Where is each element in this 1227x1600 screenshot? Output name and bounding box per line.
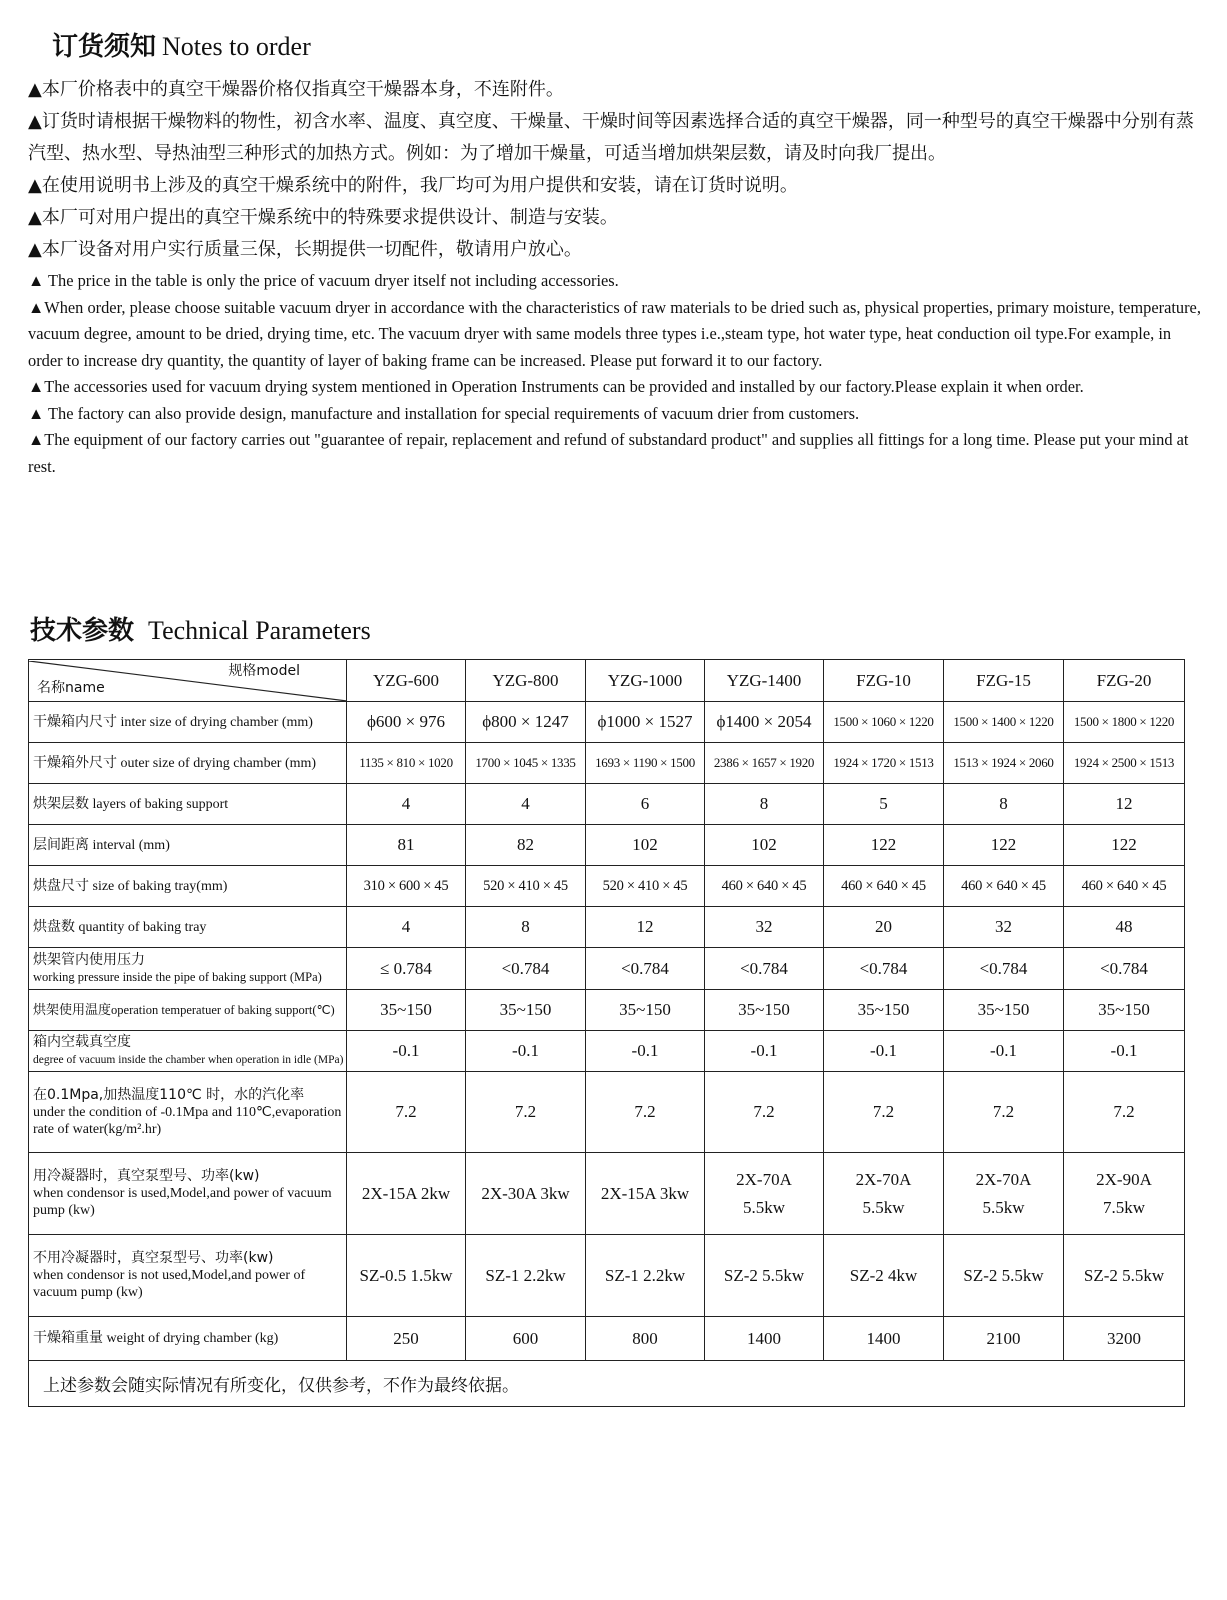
table-cell: 35~150 — [944, 990, 1064, 1031]
en-note-item: ▲ The factory can also provide design, manufacture and installation for special requirements of vacuum drier from customers. — [28, 403, 860, 423]
table-cell: -0.1 — [347, 1031, 466, 1072]
table-cell: 35~150 — [466, 990, 586, 1031]
row-label: 在0.1Mpa,加热温度110℃ 时，水的汽化率 under the condition of -0.1Mpa and 110℃,evaporation rate of water(kg/m².hr) — [29, 1072, 347, 1153]
model-header: FZG-15 — [944, 660, 1064, 702]
cn-note-item: ▲在使用说明书上涉及的真空干燥系统中的附件，我厂均可为用户提供和安装，请在订货时说明。 — [28, 175, 798, 196]
table-cell: ϕ800 × 1247 — [466, 702, 586, 743]
notes-heading — [52, 26, 311, 63]
table-cell: 2X-15A 2kw — [347, 1153, 466, 1235]
table-cell: 122 — [824, 825, 944, 866]
table-cell: 2100 — [944, 1317, 1064, 1361]
tech-heading-cn: 技术参数 — [30, 616, 135, 646]
table-footer-row — [29, 1361, 1185, 1407]
table-cell: 35~150 — [1064, 990, 1185, 1031]
model-header: FZG-10 — [824, 660, 944, 702]
header-diagonal-cell — [29, 660, 347, 702]
table-cell: 460 × 640 × 45 — [824, 866, 944, 907]
table-cell: 2X-70A 5.5kw — [824, 1153, 944, 1235]
en-note-item: ▲ The price in the table is only the price of vacuum dryer itself not including accessories. — [28, 271, 619, 290]
table-cell: 81 — [347, 825, 466, 866]
cn-note-item: ▲本厂可对用户提出的真空干燥系统中的特殊要求提供设计、制造与安装。 — [28, 207, 618, 228]
table-cell: 4 — [466, 784, 586, 825]
table-cell: 8 — [944, 784, 1064, 825]
table-cell: SZ-2 5.5kw — [944, 1235, 1064, 1317]
table-cell: SZ-1 2.2kw — [586, 1235, 705, 1317]
table-cell: 2X-15A 3kw — [586, 1153, 705, 1235]
table-cell: 5 — [824, 784, 944, 825]
row-label: 干燥箱外尺寸 outer size of drying chamber (mm) — [29, 743, 347, 784]
table-cell: ϕ1000 × 1527 — [586, 702, 705, 743]
table-cell: 48 — [1064, 907, 1185, 948]
cn-note-item: ▲订货时请根据干燥物料的物性，初含水率、温度、真空度、干燥量、干燥时间等因素选择合适的真空干燥器，同一种型号的真空干燥器中分别有蒸汽型、热水型、导热油型三种形式的加热方式。例如：为了增加干燥量，可适当增加烘架层数，请及时向我厂提出。 — [28, 111, 1194, 164]
row-label: 干燥箱内尺寸 inter size of drying chamber (mm) — [29, 702, 347, 743]
parameters-table — [28, 659, 1185, 1407]
table-cell: 1135 × 810 × 1020 — [347, 743, 466, 784]
model-header: YZG-1400 — [705, 660, 824, 702]
en-note-item: ▲The equipment of our factory carries out "guarantee of repair, replacement and refund of substandard product" and supplies all fittings for a long time. Please put your mind at rest. — [28, 430, 1189, 476]
table-cell: 35~150 — [824, 990, 944, 1031]
table-cell: 7.2 — [824, 1072, 944, 1153]
row-label: 不用冷凝器时，真空泵型号、功率(kw) when condensor is not used,Model,and power of vacuum pump (kw) — [29, 1235, 347, 1317]
model-header: YZG-1000 — [586, 660, 705, 702]
table-cell: 8 — [466, 907, 586, 948]
notes-section — [28, 74, 1204, 480]
table-cell: 2X-70A 5.5kw — [944, 1153, 1064, 1235]
table-cell: 7.2 — [586, 1072, 705, 1153]
table-cell: 7.2 — [347, 1072, 466, 1153]
table-cell: -0.1 — [1064, 1031, 1185, 1072]
table-cell: 4 — [347, 784, 466, 825]
table-row — [29, 784, 1185, 825]
table-cell: -0.1 — [944, 1031, 1064, 1072]
table-row — [29, 1235, 1185, 1317]
table-cell: SZ-2 4kw — [824, 1235, 944, 1317]
table-cell: 12 — [586, 907, 705, 948]
row-label: 烘架层数 layers of baking support — [29, 784, 347, 825]
table-cell: 82 — [466, 825, 586, 866]
table-cell: 8 — [705, 784, 824, 825]
table-cell: 1700 × 1045 × 1335 — [466, 743, 586, 784]
table-cell: 1693 × 1190 × 1500 — [586, 743, 705, 784]
table-cell: <0.784 — [586, 948, 705, 990]
table-cell: -0.1 — [705, 1031, 824, 1072]
table-cell: 520 × 410 × 45 — [586, 866, 705, 907]
table-header-row — [29, 660, 1185, 702]
table-cell: 520 × 410 × 45 — [466, 866, 586, 907]
row-label: 烘盘尺寸 size of baking tray(mm) — [29, 866, 347, 907]
table-cell: 1924 × 1720 × 1513 — [824, 743, 944, 784]
table-cell: ≤ 0.784 — [347, 948, 466, 990]
table-cell: 32 — [705, 907, 824, 948]
table-cell: 2X-90A 7.5kw — [1064, 1153, 1185, 1235]
table-cell: 460 × 640 × 45 — [944, 866, 1064, 907]
table-cell: 6 — [586, 784, 705, 825]
table-cell: 35~150 — [347, 990, 466, 1031]
model-header: YZG-800 — [466, 660, 586, 702]
footer-note: 上述参数会随实际情况有所变化，仅供参考，不作为最终依据。 — [29, 1361, 1185, 1407]
table-cell: ϕ600 × 976 — [347, 702, 466, 743]
table-cell: SZ-2 5.5kw — [1064, 1235, 1185, 1317]
table-cell: 7.2 — [466, 1072, 586, 1153]
table-cell: <0.784 — [824, 948, 944, 990]
model-header: YZG-600 — [347, 660, 466, 702]
table-cell: <0.784 — [705, 948, 824, 990]
table-row — [29, 825, 1185, 866]
table-cell: 35~150 — [586, 990, 705, 1031]
table-cell: <0.784 — [1064, 948, 1185, 990]
notes-heading-cn: 订货须知 — [52, 32, 157, 62]
table-cell: 122 — [1064, 825, 1185, 866]
row-label: 烘盘数 quantity of baking tray — [29, 907, 347, 948]
table-row — [29, 743, 1185, 784]
en-note-item: ▲When order, please choose suitable vacuum dryer in accordance with the characteristics of raw materials to be dried such as, physical properties, primary moisture, temperature, vacuum degree, amount to be dried, drying time, etc. The vacuum dryer with same models three types i.e.,steam type, hot water type, heat conduction oil type.For example, in order to increase dry quantity, the quantity of layer of baking frame can be increased. Please put forward it to our factory. — [28, 297, 1201, 370]
table-cell: 122 — [944, 825, 1064, 866]
table-cell: 460 × 640 × 45 — [1064, 866, 1185, 907]
row-label: 烘架管内使用压力 working pressure inside the pipe of baking support (MPa) — [29, 948, 347, 990]
table-cell: 4 — [347, 907, 466, 948]
table-cell: 310 × 600 × 45 — [347, 866, 466, 907]
table-cell: SZ-0.5 1.5kw — [347, 1235, 466, 1317]
table-cell: 7.2 — [705, 1072, 824, 1153]
table-row — [29, 990, 1185, 1031]
table-cell: 2386 × 1657 × 1920 — [705, 743, 824, 784]
table-cell: 250 — [347, 1317, 466, 1361]
table-row — [29, 1153, 1185, 1235]
table-cell: 1400 — [824, 1317, 944, 1361]
table-cell: 1500 × 1060 × 1220 — [824, 702, 944, 743]
table-cell: ϕ1400 × 2054 — [705, 702, 824, 743]
spec-label: 规格model — [228, 662, 300, 679]
name-label: 名称name — [37, 679, 105, 696]
table-cell: SZ-1 2.2kw — [466, 1235, 586, 1317]
table-cell: -0.1 — [466, 1031, 586, 1072]
row-label: 烘架使用温度operation temperatuer of baking support(℃) — [29, 990, 347, 1031]
table-cell: 1400 — [705, 1317, 824, 1361]
table-row — [29, 948, 1185, 990]
table-cell: 32 — [944, 907, 1064, 948]
table-cell: 600 — [466, 1317, 586, 1361]
table-cell: 102 — [705, 825, 824, 866]
table-row — [29, 702, 1185, 743]
table-row — [29, 1317, 1185, 1361]
table-cell: 35~150 — [705, 990, 824, 1031]
cn-note-item: ▲本厂价格表中的真空干燥器价格仅指真空干燥器本身，不连附件。 — [28, 79, 564, 100]
table-cell: 7.2 — [1064, 1072, 1185, 1153]
table-row — [29, 866, 1185, 907]
table-row — [29, 1072, 1185, 1153]
table-cell: 7.2 — [944, 1072, 1064, 1153]
table-cell: 102 — [586, 825, 705, 866]
tech-heading — [30, 610, 371, 647]
cn-note-item: ▲本厂设备对用户实行质量三保，长期提供一切配件，敬请用户放心。 — [28, 239, 582, 260]
table-cell: 20 — [824, 907, 944, 948]
en-note-item: ▲The accessories used for vacuum drying system mentioned in Operation Instruments can be provided and installed by our factory.Please explain it when order. — [28, 377, 1084, 396]
table-row — [29, 907, 1185, 948]
table-cell: 1924 × 2500 × 1513 — [1064, 743, 1185, 784]
row-label: 用冷凝器时，真空泵型号、功率(kw) when condensor is used,Model,and power of vacuum pump (kw) — [29, 1153, 347, 1235]
table-cell: 1500 × 1800 × 1220 — [1064, 702, 1185, 743]
row-label: 层间距离 interval (mm) — [29, 825, 347, 866]
table-cell: 12 — [1064, 784, 1185, 825]
table-cell: <0.784 — [466, 948, 586, 990]
table-cell: <0.784 — [944, 948, 1064, 990]
row-label: 箱内空载真空度 degree of vacuum inside the chamber when operation in idle (MPa) — [29, 1031, 347, 1072]
row-label: 干燥箱重量 weight of drying chamber (kg) — [29, 1317, 347, 1361]
table-cell: 2X-70A 5.5kw — [705, 1153, 824, 1235]
model-header: FZG-20 — [1064, 660, 1185, 702]
table-cell: 2X-30A 3kw — [466, 1153, 586, 1235]
table-cell: 460 × 640 × 45 — [705, 866, 824, 907]
table-cell: 3200 — [1064, 1317, 1185, 1361]
table-cell: 1500 × 1400 × 1220 — [944, 702, 1064, 743]
table-cell: 1513 × 1924 × 2060 — [944, 743, 1064, 784]
table-cell: -0.1 — [586, 1031, 705, 1072]
table-cell: SZ-2 5.5kw — [705, 1235, 824, 1317]
table-row — [29, 1031, 1185, 1072]
table-cell: 800 — [586, 1317, 705, 1361]
tech-heading-en: Technical Parameters — [148, 616, 371, 645]
notes-heading-en: Notes to order — [162, 32, 311, 61]
table-cell: -0.1 — [824, 1031, 944, 1072]
